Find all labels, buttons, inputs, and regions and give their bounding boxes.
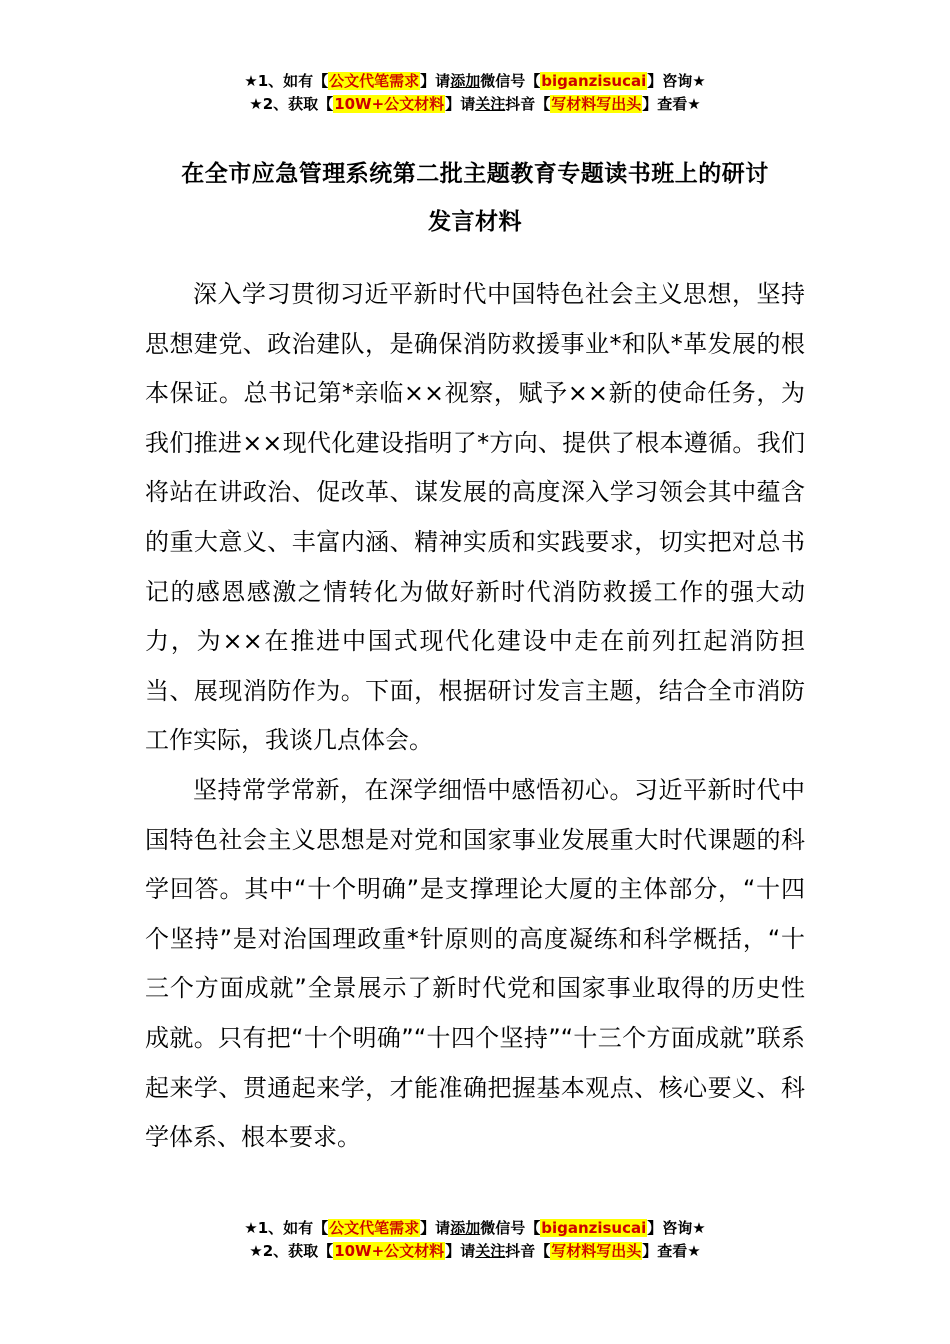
banner-line-2: ★2、获取【10W+公文材料】请关注抖音【写材料写出头】查看★ (249, 95, 701, 113)
paragraph-1: 深入学习贯彻习近平新时代中国特色社会主义思想，坚持思想建党、政治建队，是确保消防救援事业*和队*革发展的根本保证。总书记第*亲临××视察，赋予××新的使命任务，为我们推进××现代化建设指明了*方向、提供了根本遵循。我们将站在讲政治、促改革、谋发展的高度深入学习领会其中蕴含的重大意义、丰富内涵、精神实质和实践要求，切实把对总书记的感恩感激之情转化为做好新时代消防救援工作的强大动力，为××在推进中国式现代化建设中走在前列扛起消防担当、展现消防作为。下面，根据研讨发言主题，结合全市消防工作实际，我谈几点体会。 (145, 280, 805, 755)
wechat-id: biganzisucai (541, 72, 647, 90)
title-line-1: 在全市应急管理系统第二批主题教育专题读书班上的研讨 (181, 161, 769, 187)
banner-line-2: ★2、获取【10W+公文材料】请关注抖音【写材料写出头】查看★ (249, 1242, 701, 1260)
highlight-materials: 10W+公文材料 (334, 1242, 445, 1260)
paragraph-2: 坚持常学常新，在深学细悟中感悟初心。习近平新时代中国特色社会主义思想是对党和国家事业发展重大时代课题的科学回答。其中“十个明确”是支撑理论大厦的主体部分，“十四个坚持”是对治国理政重*针原则的高度凝练和科学概括，“十三个方面成就”全景展示了新时代党和国家事业取得的历史性成就。只有把“十个明确”“十四个坚持”“十三个方面成就”联系起来学、贯通起来学，才能准确把握基本观点、核心要义、科学体系、根本要求。 (145, 775, 805, 1152)
title-line-2: 发言材料 (428, 209, 522, 235)
wechat-id: biganzisucai (541, 1219, 647, 1237)
highlight-materials: 10W+公文材料 (334, 95, 445, 113)
douyin-account: 写材料写出头 (551, 95, 642, 113)
highlight-service: 公文代笔需求 (329, 72, 420, 90)
banner-line-1: ★1、如有【公文代笔需求】请添加微信号【biganzisucai】咨询★ (244, 1219, 706, 1237)
douyin-account: 写材料写出头 (551, 1242, 642, 1260)
document-title (145, 150, 805, 246)
header-banner (0, 70, 950, 116)
document-body (145, 270, 805, 1163)
highlight-service: 公文代笔需求 (329, 1219, 420, 1237)
banner-line-1: ★1、如有【公文代笔需求】请添加微信号【biganzisucai】咨询★ (244, 72, 706, 90)
footer-banner (0, 1217, 950, 1263)
